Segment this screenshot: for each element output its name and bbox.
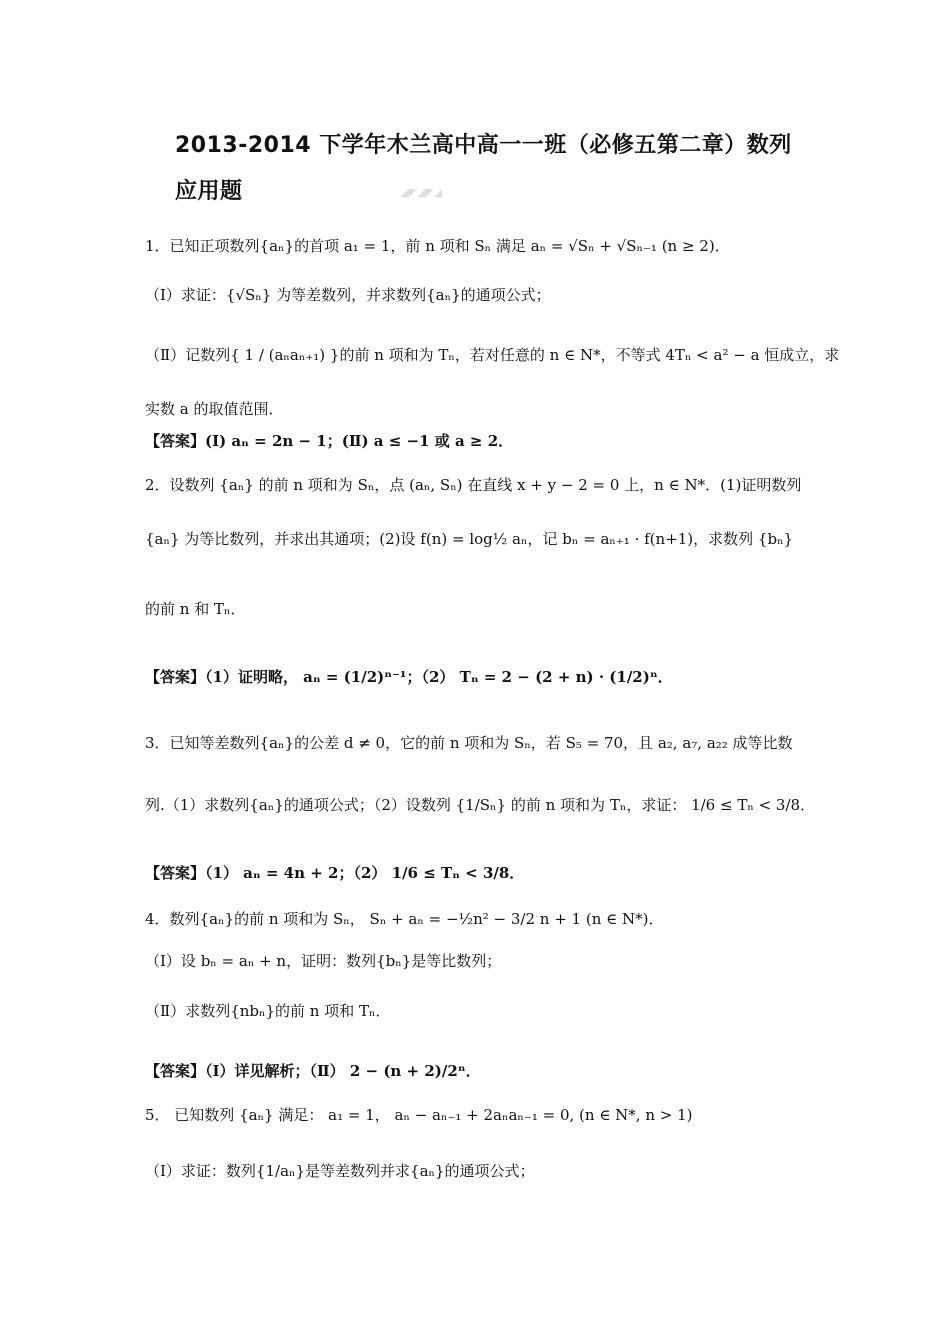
problem-1-answer: 【答案】(Ⅰ) aₙ = 2n − 1；(Ⅱ) a ≤ −1 或 a ≥ 2． bbox=[145, 432, 514, 450]
document-title-line1: 2013-2014 下学年木兰高中高一一班（必修五第二章）数列 bbox=[175, 133, 792, 158]
problem-3-statement-cont: 列.（1）求数列{aₙ}的通项公式；（2）设数列 {1/Sₙ} 的前 n 项和为 Tₙ，求证： 1/6 ≤ Tₙ < 3/8． bbox=[145, 796, 816, 814]
problem-4-part-1: （Ⅰ）设 bₙ = aₙ + n，证明：数列{bₙ}是等比数列； bbox=[145, 952, 502, 970]
problem-4-part-2: （Ⅱ）求数列{nbₙ}的前 n 项和 Tₙ． bbox=[145, 1002, 391, 1020]
problem-5-statement: 5． 已知数列 {aₙ} 满足： a₁ = 1， aₙ − aₙ₋₁ + 2aₙaₙ₋₁ = 0, (n ∈ N*, n > 1) bbox=[145, 1106, 693, 1124]
problem-1-part-2-cont: 实数 a 的取值范围． bbox=[145, 400, 284, 418]
problem-5-part-1: （Ⅰ）求证：数列{1/aₙ}是等差数列并求{aₙ}的通项公式； bbox=[145, 1162, 535, 1180]
problem-1-part-2: （Ⅱ）记数列{ 1 / (aₙaₙ₊₁) }的前 n 项和为 Tₙ，若对任意的 n ∈ N*，不等式 4Tₙ < a² − a 恒成立，求 bbox=[145, 346, 840, 364]
watermark-logo: ◢◤◢◤◢ bbox=[400, 186, 443, 199]
problem-1-part-1: （Ⅰ）求证：{√Sₙ} 为等差数列，并求数列{aₙ}的通项公式； bbox=[145, 286, 551, 304]
problem-4-answer: 【答案】（Ⅰ）详见解析；（Ⅱ） 2 − (n + 2)/2ⁿ． bbox=[145, 1062, 481, 1080]
document-title-line2: 应用题 bbox=[175, 179, 243, 204]
problem-2-statement: 2．设数列 {aₙ} 的前 n 项和为 Sₙ，点 (aₙ, Sₙ) 在直线 x + y − 2 = 0 上，n ∈ N*．(1)证明数列 bbox=[145, 476, 802, 494]
problem-2-statement-cont: {aₙ} 为等比数列，并求出其通项；(2)设 f(n) = log½ aₙ，记 bₙ = aₙ₊₁ · f(n+1)，求数列 {bₙ} bbox=[145, 530, 794, 548]
problem-2-answer: 【答案】（1）证明略， aₙ = (1/2)ⁿ⁻¹；（2） Tₙ = 2 − (2 + n) · (1/2)ⁿ． bbox=[145, 668, 673, 686]
problem-3-answer: 【答案】（1） aₙ = 4n + 2；（2） 1/6 ≤ Tₙ < 3/8． bbox=[145, 864, 525, 882]
problem-4-statement: 4．数列{aₙ}的前 n 项和为 Sₙ， Sₙ + aₙ = −½n² − 3/2 n + 1 (n ∈ N*)． bbox=[145, 910, 664, 928]
problem-2-statement-end: 的前 n 和 Tₙ． bbox=[145, 600, 246, 618]
problem-3-statement: 3．已知等差数列{aₙ}的公差 d ≠ 0，它的前 n 项和为 Sₙ，若 S₅ = 70，且 a₂, a₇, a₂₂ 成等比数 bbox=[145, 734, 793, 752]
problem-1-statement: 1．已知正项数列{aₙ}的首项 a₁ = 1，前 n 项和 Sₙ 满足 aₙ = √Sₙ + √Sₙ₋₁ (n ≥ 2)． bbox=[145, 237, 730, 255]
